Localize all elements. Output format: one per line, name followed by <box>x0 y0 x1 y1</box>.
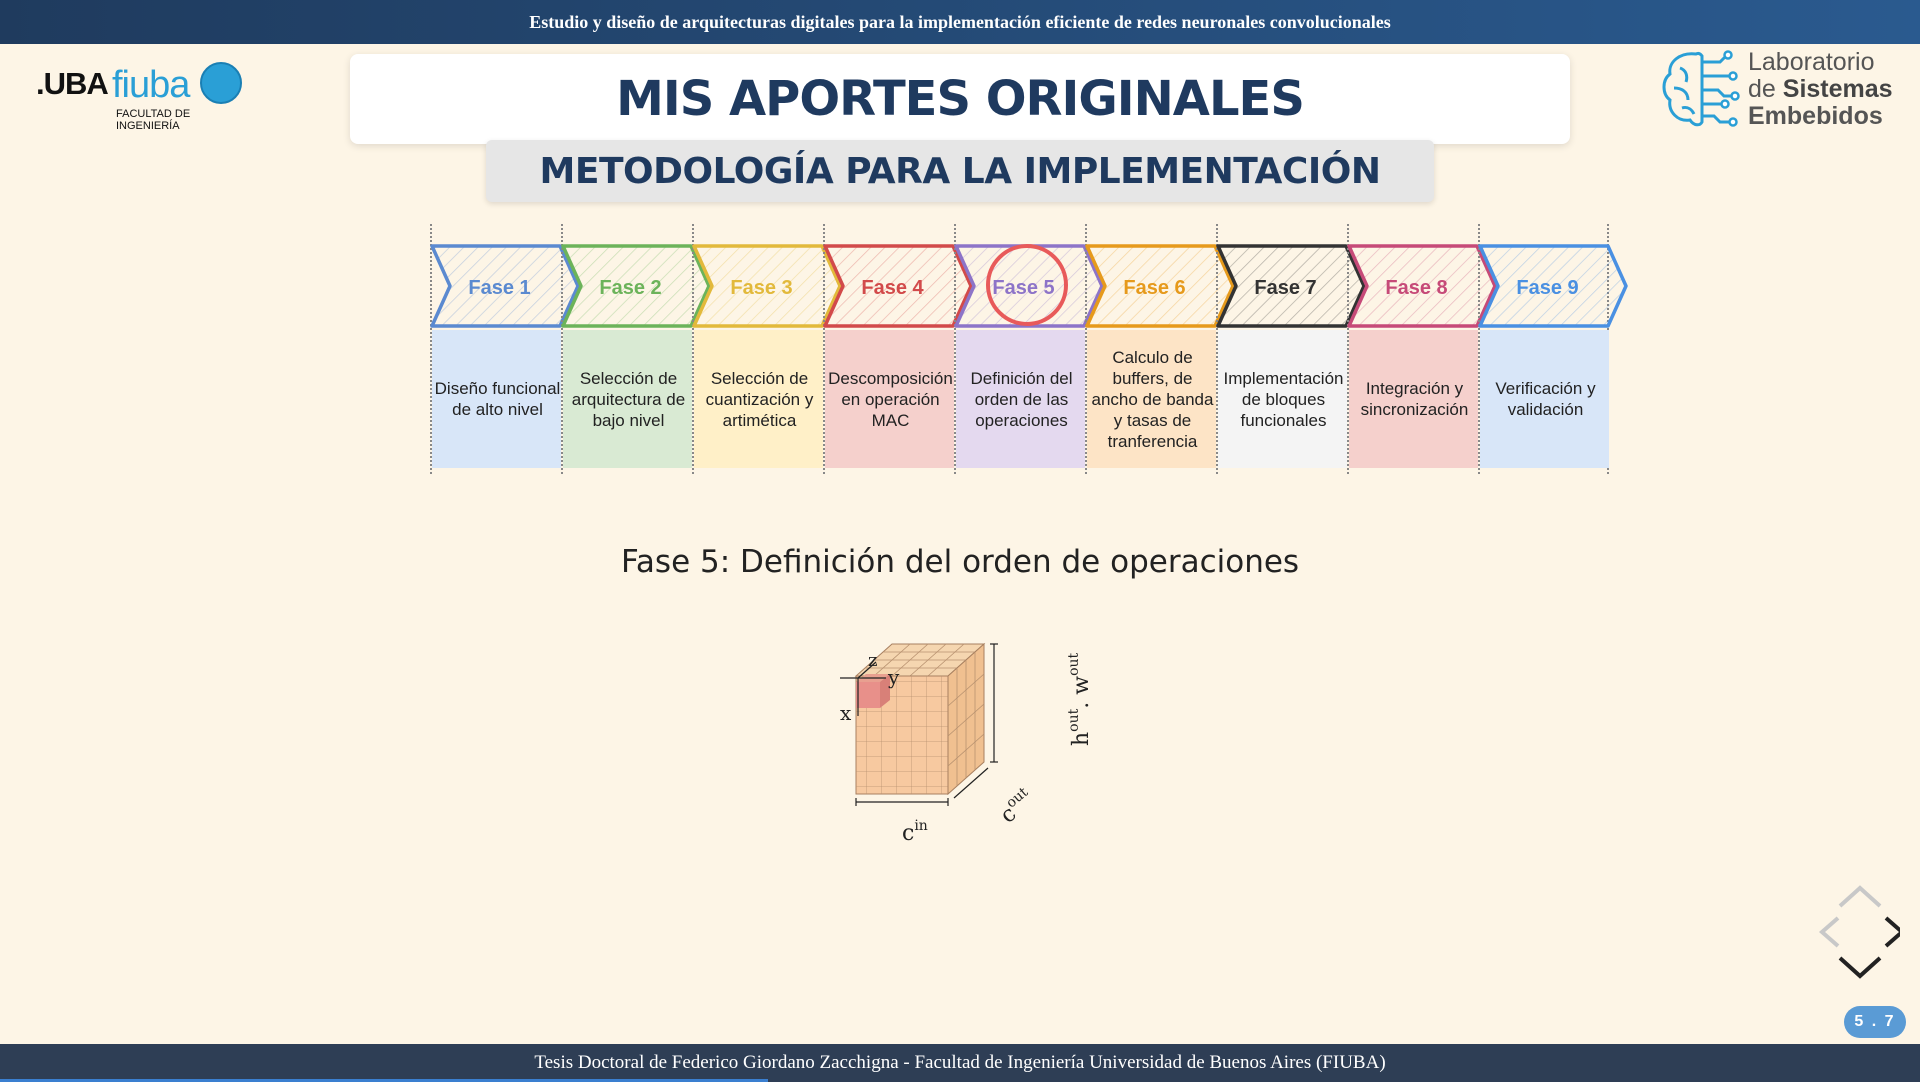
hw-label: $h^{out}$. $w^{out}$ <box>1066 652 1094 746</box>
phase-description: Verificación y validación <box>1495 379 1596 419</box>
lab-logo-line2: de Sistemas <box>1748 75 1893 103</box>
phase-label: Fase 6 <box>1123 277 1186 299</box>
fiuba-seal-icon <box>200 62 242 104</box>
phase-label: Fase 4 <box>861 277 924 299</box>
phase-4 <box>823 224 954 474</box>
phase-description: Implementación de bloques funcionales <box>1223 368 1344 430</box>
phase-8 <box>1347 224 1478 474</box>
phase-7 <box>1216 224 1347 474</box>
axis-x-label: x <box>840 701 852 725</box>
fiuba-logo-text: fiuba <box>112 64 190 106</box>
current-phase-highlight-circle <box>986 244 1068 326</box>
phase-label: Fase 3 <box>730 277 793 299</box>
axis-y-label: y <box>888 665 900 689</box>
operation-order-cube-figure <box>836 636 1096 856</box>
phase-description: Definición del orden de las operaciones <box>970 368 1073 430</box>
uba-fiuba-logo <box>36 62 256 130</box>
phase-heading: Fase 5: Definición del orden de operaciones <box>620 544 1300 580</box>
phase-label: Fase 5 <box>992 277 1055 299</box>
slide-subtitle: METODOLOGÍA PARA LA IMPLEMENTACIÓN <box>486 140 1434 202</box>
phase-description: Integración y sincronización <box>1360 379 1469 419</box>
presentation-header <box>0 0 1920 44</box>
phase-6 <box>1085 224 1216 474</box>
phase-label: Fase 2 <box>599 277 662 299</box>
phase-9 <box>1478 224 1609 474</box>
phase-label: Fase 9 <box>1516 277 1579 299</box>
phase-label: Fase 1 <box>468 277 531 299</box>
thesis-title: Estudio y diseño de arquitecturas digitales para la implementación eficiente de redes neuronales convolucionales <box>529 11 1391 32</box>
phase-description: Diseño funcional de alto nivel <box>434 379 561 419</box>
phase-3 <box>692 224 823 474</box>
phase-2 <box>561 224 692 474</box>
slide-number-badge: 5 . 7 <box>1844 1006 1906 1038</box>
nav-down-arrow-icon[interactable] <box>1840 958 1880 976</box>
cout-label: $c^{out}$ <box>995 784 1032 829</box>
slide-navigation-controls <box>1810 884 1900 984</box>
phase-description: Selección de arquitectura de bajo nivel <box>571 368 686 430</box>
phase-1 <box>430 224 561 474</box>
nav-left-arrow-icon[interactable] <box>1822 918 1838 946</box>
nav-up-arrow-icon[interactable] <box>1840 888 1880 906</box>
lab-logo-line3: Embebidos <box>1748 102 1883 130</box>
nav-right-arrow-icon[interactable] <box>1886 918 1900 946</box>
slide-title: MIS APORTES ORIGINALES <box>350 54 1570 144</box>
phase-label: Fase 8 <box>1385 277 1448 299</box>
uba-logo-text: .UBA <box>36 66 108 101</box>
lse-logo <box>1660 46 1900 136</box>
phase-description: Descomposición en operación MAC <box>828 368 953 430</box>
phase-description: Calculo de buffers, de ancho de banda y tasas de tranferencia <box>1091 347 1214 451</box>
footer-text: Tesis Doctoral de Federico Giordano Zacchigna - Facultad de Ingeniería Universidad de Buenos Aires (FIUBA) <box>534 1052 1386 1073</box>
cin-label: $c^{in}$ <box>902 818 928 846</box>
phase-label: Fase 7 <box>1254 277 1317 299</box>
fiuba-logo-subtitle: FACULTAD DE INGENIERÍA <box>116 108 191 132</box>
presentation-footer <box>0 1044 1920 1082</box>
axis-z-label: z <box>868 650 878 671</box>
lab-logo-line1: Laboratorio <box>1748 48 1875 76</box>
phase-description: Selección de cuantización y artimética <box>705 368 814 430</box>
brain-circuit-icon <box>1660 48 1740 132</box>
